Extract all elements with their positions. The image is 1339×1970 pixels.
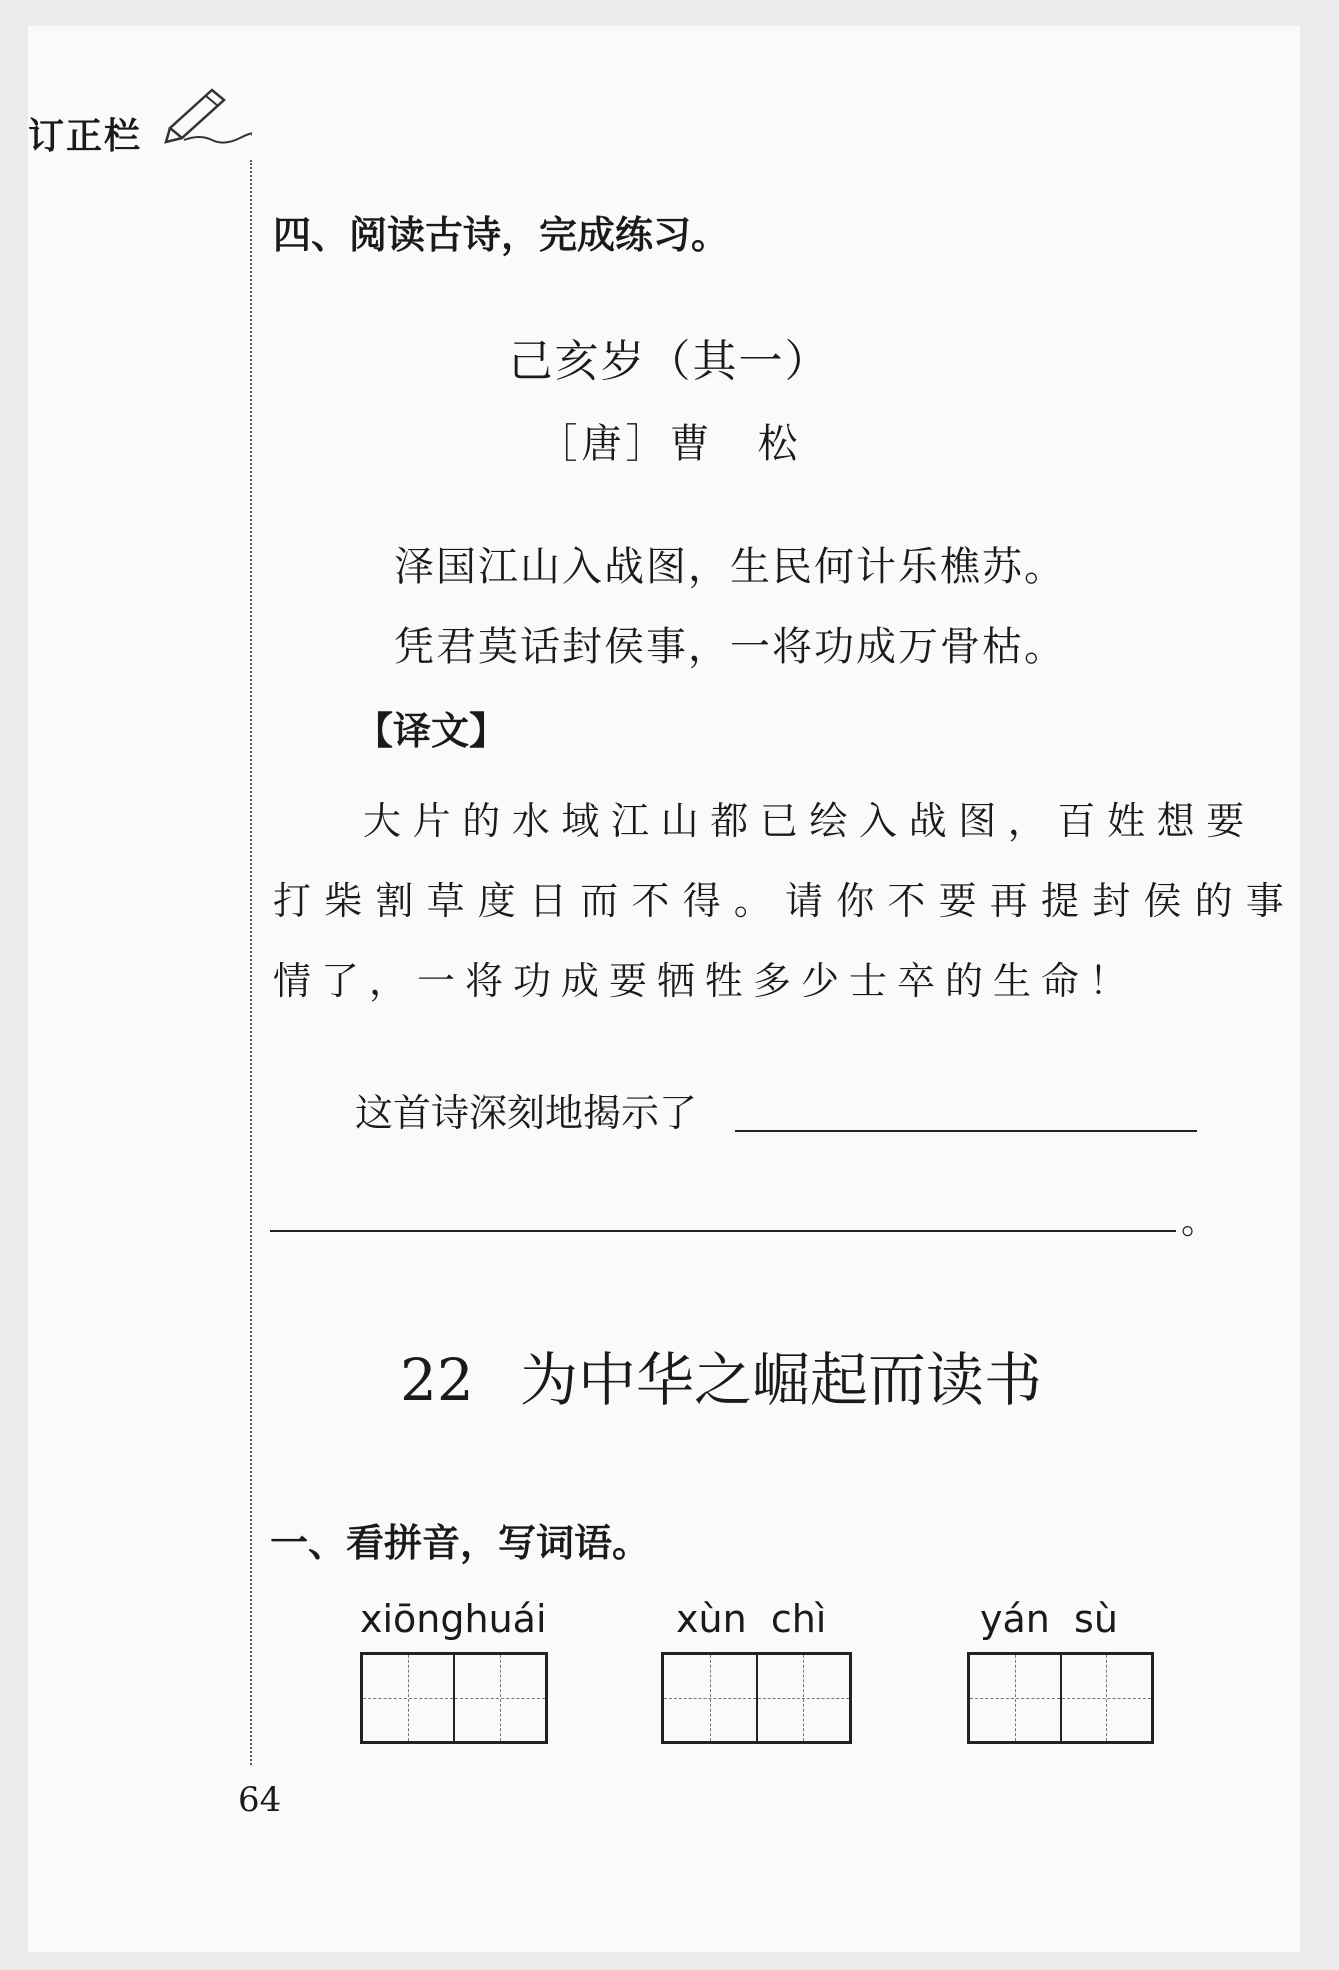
section-1-heading: 一、看拼音，写词语。: [270, 1521, 651, 1565]
writing-grid[interactable]: [661, 1652, 852, 1744]
writing-grid[interactable]: [360, 1652, 548, 1744]
lesson-title: [400, 1333, 1042, 1417]
correction-column-label: 订正栏: [28, 116, 143, 157]
writing-cell[interactable]: [363, 1655, 453, 1741]
translation-line: 大片的水域江山都已绘入战图，百姓想要: [363, 799, 1256, 843]
pinyin-label: xiōnghuái: [360, 1597, 547, 1641]
poem-author: ［唐］曹 松: [537, 421, 802, 467]
translation-line: 打柴割草度日而不得。请你不要再提封侯的事: [273, 879, 1298, 923]
pencil-icon: [160, 84, 252, 144]
poem-title: 己亥岁（其一）: [508, 336, 831, 387]
writing-grid[interactable]: [967, 1652, 1154, 1744]
writing-cell[interactable]: [1060, 1655, 1152, 1741]
writing-cell[interactable]: [664, 1655, 756, 1741]
lesson-name: 为中华之崛起而读书: [520, 1346, 1043, 1414]
answer-blank-2[interactable]: [270, 1230, 1176, 1232]
poem-line: 泽国江山入战图，生民何计乐樵苏。: [394, 544, 1066, 590]
translation-tag: 【译文】: [355, 709, 508, 753]
answer-end-mark: 。: [1181, 1201, 1218, 1242]
lesson-number: 22: [400, 1346, 474, 1414]
writing-cell[interactable]: [756, 1655, 850, 1741]
pinyin-label: yán sù: [980, 1597, 1118, 1641]
question-prompt: 这首诗深刻地揭示了: [355, 1091, 698, 1135]
writing-cell[interactable]: [453, 1655, 545, 1741]
poem-line: 凭君莫话封侯事，一将功成万骨枯。: [394, 624, 1066, 670]
translation-line: 情了，一将功成要牺牲多少士卒的生命！: [273, 959, 1138, 1003]
page-number: 64: [238, 1780, 282, 1820]
pinyin-label: xùn chì: [676, 1597, 827, 1641]
writing-cell[interactable]: [970, 1655, 1060, 1741]
answer-blank-1[interactable]: [735, 1130, 1197, 1132]
section-4-heading: 四、阅读古诗，完成练习。: [273, 213, 730, 257]
margin-dotted-line: [250, 160, 252, 1765]
